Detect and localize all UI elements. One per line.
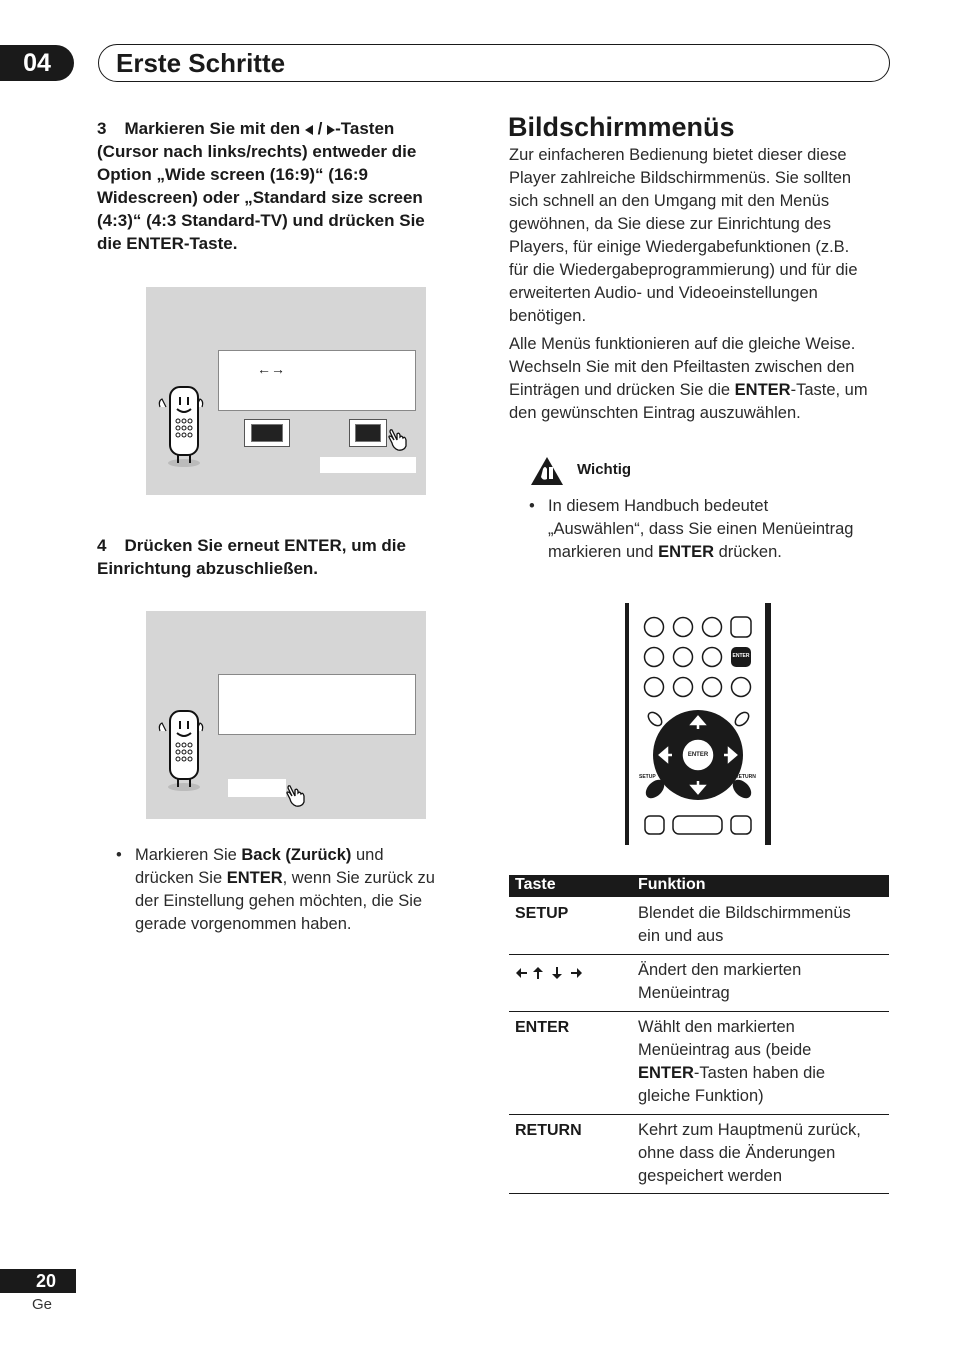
widescreen-option: [244, 419, 290, 447]
pointing-hand-icon: [388, 428, 410, 452]
enter-small-label: ENTER: [732, 653, 750, 659]
step-3-line5: (4:3)“ (4:3 Standard-TV) und drücken Sie: [97, 211, 425, 230]
standard-screen-option: [349, 419, 387, 447]
table-row-setup-key: SETUP: [515, 905, 569, 922]
remote-mascot-icon: [156, 385, 206, 469]
return-label: RETURN: [735, 774, 756, 780]
table-rule: [509, 954, 889, 955]
table-row-return-func: Kehrt zum Hauptmenü zurück, ohne dass die Änderungen gespeichert werden: [638, 1121, 861, 1185]
enter-center-label: ENTER: [687, 752, 709, 758]
chapter-title: Erste Schritte: [116, 48, 286, 78]
back-button-bar: [228, 779, 286, 797]
table-row-arrows-func: Ändert den markierten Menüeintrag: [638, 961, 802, 1002]
setup-label: SETUP: [639, 774, 656, 780]
step-4-number: 4: [97, 536, 107, 555]
back-label: Back (Zurück): [241, 846, 352, 864]
header-function: Funktion: [638, 876, 706, 893]
step-3-line1: Markieren Sie mit den: [124, 119, 301, 138]
enter-label: ENTER: [226, 869, 283, 887]
step-3-line2: (Cursor nach links/rechts) entweder die: [97, 142, 417, 161]
remote-control-illustration: [625, 603, 771, 845]
step-3-line1-suffix: -Tasten: [335, 119, 395, 138]
header-key: Taste: [515, 876, 556, 893]
table-rule: [509, 1011, 889, 1012]
step-3-line6: die ENTER-Taste.: [97, 234, 238, 253]
table-row-enter-func: Wählt den markierten Menüeintrag aus (beide ENTER-Tasten haben die gleiche Funktion): [638, 1018, 826, 1105]
table-row-setup-func: Blendet die Bildschirmmenüs ein und aus: [638, 904, 851, 945]
table-row-enter-key: ENTER: [515, 1019, 570, 1036]
table-rule: [509, 1193, 889, 1194]
warning-icon: [529, 455, 565, 487]
left-arrow-icon: [305, 125, 313, 135]
important-label: Wichtig: [577, 461, 632, 478]
important-bullet: • In diesem Handbuch bedeutet „Auswählen“, dass Sie einen Menüeintrag markieren und ENTER drücken.: [529, 497, 854, 561]
tv-screen-illustration-2: [146, 611, 426, 819]
step-4-line2: Einrichtung abzuschließen.: [97, 559, 319, 578]
menu-dialog-box-2: [218, 674, 416, 735]
table-rule: [509, 1114, 889, 1115]
arrow-indicator-text: ←→: [257, 361, 285, 377]
step-3-line4: Widescreen) oder „Standard size screen: [97, 188, 423, 207]
help-bar: [320, 457, 416, 473]
section-heading: Bildschirmmenüs: [508, 112, 735, 142]
intro-paragraph: Zur einfacheren Bedienung bietet dieser diese Player zahlreiche Bildschirmmenüs. Sie sollten sich schnell an den Umgang mit den Menüs gewöhnen, da Sie diese zur Einrichtung des Players, für einige Wiedergabefunktionen (z.B. für die Wiedergabeprogrammierung) und für die erweiterten Audio- und Videoeinstellungen benötigen.: [509, 146, 858, 325]
bullet-dot: •: [116, 846, 122, 864]
step-3-line3: Option „Wide screen (16:9)“ (16:9: [97, 165, 368, 184]
language-code: Ge: [32, 1296, 53, 1313]
chapter-number-badge: 04: [0, 45, 74, 81]
step-4-instruction: [97, 534, 477, 580]
table-row-return-key: RETURN: [515, 1122, 582, 1139]
back-note-bullet: • Markieren Sie Back (Zurück) und drücken Sie ENTER, wenn Sie zurück zu der Einstellung gehen möchten, die Sie gerade vorgenommen haben.: [116, 846, 435, 933]
step-4-line1: Drücken Sie erneut ENTER, um die: [124, 536, 406, 555]
menu-dialog-box: [218, 350, 416, 411]
arrow-keys-icons: [515, 966, 585, 985]
tv-screen-illustration-1: [146, 287, 426, 495]
navigation-paragraph: Alle Menüs funktionieren auf die gleiche Weise. Wechseln Sie mit den Pfeiltasten zwischen den Einträgen und drücken Sie die ENTER-Taste, um den gewünschten Eintrag auszuwählen.: [509, 335, 868, 422]
table-header: [509, 875, 889, 897]
right-arrow-icon: [327, 125, 335, 135]
step-3-number: 3: [97, 119, 107, 138]
remote-mascot-icon-2: [156, 709, 206, 793]
page-number: 20: [0, 1269, 76, 1293]
step-3-instruction: 3 Markieren Sie mit den / -Tasten (Cursor nach links/rechts) entweder die Option „Wide screen (16:9)“ (16:9 Widescreen) oder „Standard size screen (4:3)“ (4:3 Standard-TV) und drücken Sie die ENTER-Taste.: [97, 117, 477, 255]
pointing-hand-icon-2: [286, 784, 308, 808]
